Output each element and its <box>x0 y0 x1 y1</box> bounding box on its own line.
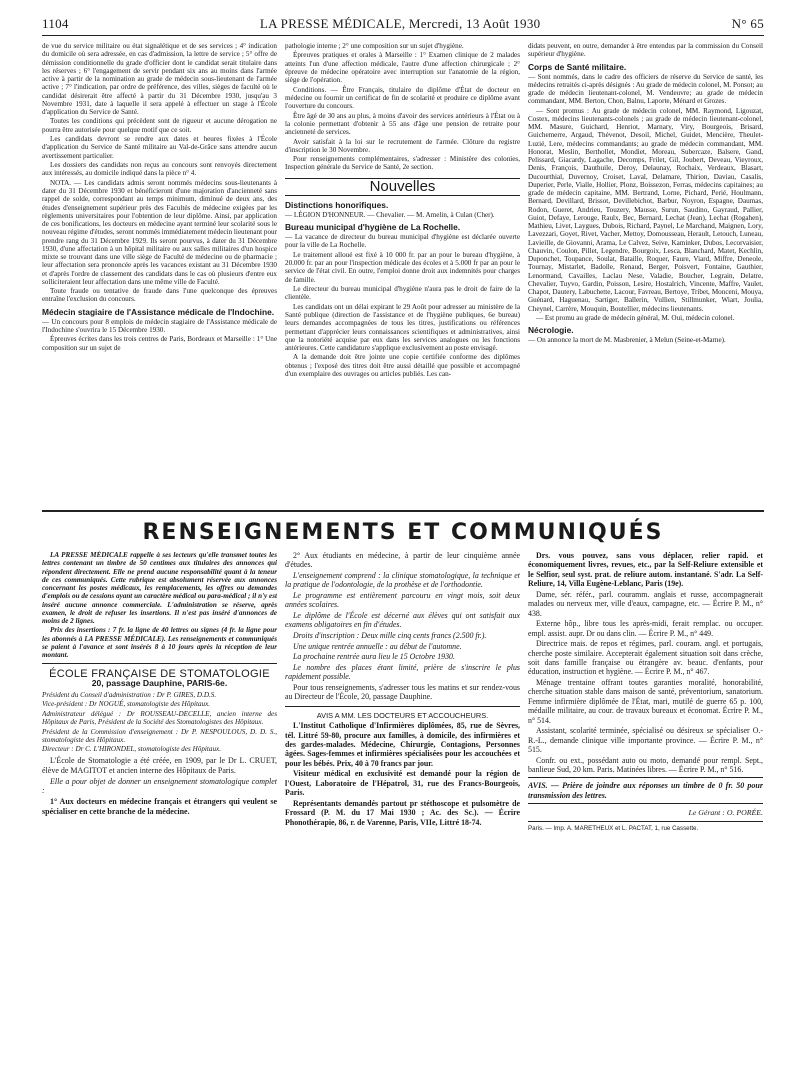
masthead <box>42 16 764 36</box>
paragraph: Épreuves écrites dans les trois centres de Paris, Bordeaux et Marseille : 1° Une composition sur un sujet de <box>42 335 277 352</box>
paragraph: de vue du service militaire ou état signalétique et de ses services ; 4° indication du domicile où sera adressée, en cas d'admission, la lettre de service ; 5° offre de démission conditionnelle du grade d'officier dont le candidat serait titulaire dans les réserves ; 6° l'engagement de servir pendant six ans au moins dans l'armée active à partir de la nomination au grade de médecin sous-lieutenant de l'armée active ; 7° l'indication, par ordre de préférence, des villes, sièges de faculté où le candidat désirerait être affecté à partir du 31 Décembre 1930, jusqu'au 3 Novembre 1931, date à laquelle il sera appelé à effectuer un stage à l'École d'application du Service de Santé. <box>42 42 277 116</box>
classified-ad: Visiteur médical en exclusivité est demandé pour la région de l'Ouest, Laboratoire de l'Hépatrol, 31, rue des Francs-Bourgeois, Paris. <box>285 769 520 798</box>
paragraph: pathologie interne ; 2° une composition sur un sujet d'hygiène. <box>285 42 464 50</box>
paragraph: — LÉGION D'HONNEUR. — Chevalier. — M. Amelin, à Culan (Cher). <box>285 210 495 219</box>
bottom-column-3 <box>528 551 763 1071</box>
paragraph: Être âgé de 30 ans au plus, à moins d'avoir des services antérieurs à l'État ou à la colonie permettant d'obtenir à 55 ans d'âge une pension de retraite pour ancienneté de services. <box>285 111 520 137</box>
paragraph: La prochaine rentrée aura lieu le 15 Octobre 1930. <box>293 652 455 662</box>
paragraph: — Sont promus : Au grade de médecin colonel, MM. Raymond, Ligouzat, Costex, médecins lieutenants-colonels ; au grade de médecin lieutenant-colonel, MM. Masure, Guichard, Henriot, Marnary, Viry, Bourgeois, Brisard, Guichemerre, Argaud, Thévenot, Desoil, Michel, Guidet, Mencière, Theulet-Luzié, Lere, médecins commandants; au grade de médecin commandant, MM. Honorat, Meslin, Berthollet, Mondiet, Moreau, Subercaze, Balsere, Gand, Pelissard, Giacardy, Lagache, Decomps, Frilet, Gil, Joubert, Deveau, Vieyroux, Denis, François, Dauthuile, Deroy, Delaunay, Rochaix, Verdeaux, Blasart, Ducourthial, Duvernoy, Croiset, Laval, Delamare, Thirion, Daviau, Casalis, Duperier, Perle, Vialle, Hollier, Plonz, Boissezon, Ferras, médecins capitaines; au grade de médecin capitaine, MM. Bertrand, Lorne, Pichard, Perié, Houlmann, Bernard, Devillard, Brissot, Devillebichot, Barbur, Noyron, Espagne, Daumas, Rodon, Gueret, Andrieu, Touzery, Mausse, Surun, Saudino, Gayraud, Pallier, Guiot, Defaye, Lerouge, Raulx, Bec, Bernard, Lechat (Jean), Lechat (Rogahen), Mathieu, Livet, Laygues, Dubois, Richard, Paynel, Le Marchand, Maignen, Lory, Lavezzari, Goyet, Rivet, Vacher, Mettoy, Domousseau, Herault, Letouch, Luneau, Lavieille, de Giovanni, Arama, Le Calvez, Seive, Kaminker, Dubos, Lecorvaisier, Chauvin, Coulon, Pillet, Legendre, Bourgoix, Lesca, Blanchard, Matet, Kechlin, Duponchet, Toupance, Soulat, Bataille, Roquer, Faure, Viard, Miffre, Deneole, Tournay, Mistarlet, Badolle, Renaud, Berger, Poisvert, Fontaine, Gauthier, Lenormand, Cavailles, Laclau Nese, Valadie, Boucher, Legrain, Delatre, Chevalier, Tuyvo, Gardin, Poisson, Lesire, Hostalrich, Vincente, Maffre, Vaulet, Chapot, Dautery, Labuchette, Lacour, Favreau, Bertoye, Tribet, Monceni, Mouya, Guénard, Haguenau, Sartiger, Ballerin, Vullien, Stillmunker, Wiart, Joulia, Cheynel, Carrère, Mouquin, Boutellier, médecins lieutenants. <box>528 106 763 313</box>
paragraph: Droits d'inscription : Deux mille cinq cents francs (2.500 fr.). <box>293 631 487 640</box>
paragraph: 1° Aux docteurs en médecine français et étrangers qui veulent se spécialiser en cette branche de la médecine. <box>42 797 277 816</box>
section-heading: Corps de Santé militaire. <box>528 61 627 72</box>
paragraph: Les candidats devront se rendre aux dates et heures fixées à l'École d'application du Service de Santé militaire au Val-de-Grâce sans attendre aucun avertissement particulier. <box>42 135 277 160</box>
paragraph: Épreuves pratiques et orales à Marseille : 1° Examen clinique de 2 malades atteints l'un d'une affection médicale, l'autre d'une affection chirurgicale ; 2° épreuve de médecine opératoire avec interruption sur l'anatomie de la région, siège de l'opération. <box>285 51 520 85</box>
bottom-columns <box>42 551 764 1071</box>
paragraph: Toute fraude ou tentative de fraude dans l'une quelconque des épreuves entraîne l'exclusion du concours. <box>42 287 277 304</box>
classified-ad: Confr. ou ext., possédant auto ou moto, demandé pour rempl. Sept., banlieue Sud, 20 km. Paris. Matinées libres. — Écrire P. M., n° 516. <box>528 755 763 775</box>
top-column-3 <box>528 42 763 504</box>
section-heading: Médecin stagiaire de l'Assistance médicale de l'Indochine. <box>42 306 275 317</box>
section-heading: Distinctions honorifiques. <box>285 199 389 210</box>
page-number: 1104 <box>42 16 69 31</box>
staff-line: Administrateur délégué : Dr ROUSSEAU-DECELLE, ancien interne des Hôpitaux de Paris, Président de la Société des Stomatologistes des Hôpitaux. <box>42 709 277 727</box>
classified-ad: L'Institut Catholique d'Infirmières diplômées, 85, rue de Sèvres, tél. Littré 59-80, procure aux familles, à domicile, des infirmières et des gardes-malades. Médecine, Chirurgie, Contagions, Personnes âgées. Sages-femmes et infirmières spécialisées pour les accouchées et pour les bébés. Prix, 40 à 70 francs par jour. <box>285 721 520 768</box>
paragraph: Le nombre des places étant limité, prière de s'inscrire le plus rapidement possible. <box>285 662 520 682</box>
classified-ad: Directrice mais. de repos et régimes, parl. couram. angl. et portugais, cherche poste similaire. Accepterait également situation soit dans crèche, soit dans famille française ou étrangère av. beauc. d'enfants, pour éducation, instruction et hygiène. — Écrire P. M., n° 467. <box>528 639 763 677</box>
top-column-1 <box>42 42 277 504</box>
bottom-column-2 <box>285 551 520 1071</box>
notice-paragraph: LA PRESSE MÉDICALE rappelle à ses lecteurs qu'elle transmet toutes les lettres contenant un timbre de 50 centimes aux titulaires des annonces qui répondent directement. Elle ne prend aucune responsabilité quant à la teneur de ces communiqués. Cette rubrique est absolument réservée aux annonces concernant les postes médicaux, les remplacements, les offres ou demandes d'emplois ou de cessions ayant un caractère médical ou para-médical ; il n'y est inséré aucune annonce commerciale. L'administration se réserve, après examen, le droit de refuser les insertions. Il n'est pas inséré d'annonces de moins de 2 lignes. <box>42 551 277 625</box>
nouvelles-heading: Nouvelles <box>285 178 520 196</box>
section-title: RENSEIGNEMENTS ET COMMUNIQUÉS <box>142 520 664 545</box>
bottom-column-1 <box>42 551 277 1071</box>
paragraph: A la demande doit être jointe une copie certifiée conforme des diplômes obtenus ; l'exposé des titres doit être aussi détaillé que possible et accompagné d'un exemplaire des ouvrages ou articles publiés. Les can- <box>285 353 520 378</box>
paragraph: Conditions. — Être Français, titulaire du diplôme d'État de docteur en médecine ou fournir un certificat de fin de scolarité et produire ce diplôme avant l'ouverture du concours. <box>285 85 520 111</box>
avis-heading: AVIS A MM. LES DOCTEURS ET ACCOUCHEURS. <box>316 710 489 720</box>
paragraph: Les dossiers des candidats non reçus au concours sont renvoyés directement aux intéressés, au domicile indiqué dans la pièce n° 4. <box>42 161 277 178</box>
manager-signature: Le Gérant : O. PORÉE. <box>688 808 763 818</box>
paragraph: NOTA. — Les candidats admis seront nommés médecins sous-lieutenants à dater du 31 Décembre 1930 et bénéficieront d'une majoration d'ancienneté sans rappel de solde, correspondant au temps minimum, diminué de deux ans, des études d'enseignement supérieur près des Facultés de médecine exigées par les règlements universitaires pour l'obtention de leur diplôme. Ainsi, par application de ces bonifications, les docteurs en médecine ayant terminé leur scolarité sous le nouveau régime d'études, seront nommés immédiatement médecin lieutenant pour prendre rang du 31 Décembre 1929. Ils seront pourvus, à dater du 31 Décembre 1930, d'une affectation à un hôpital militaire ou aux salles militaires d'un hospice mixte se trouvant dans une ville siège de Faculté de médecine ou de pharmacie ; leur affectation sera prononcée après les vacances existant au 31 Décembre 1930 et d'après l'ordre de classement des candidats dans le cas où plusieurs d'entre eux solliciteraient leur affectation dans une même ville de Faculté. <box>42 178 277 286</box>
avis-box: AVIS. — Prière de joindre aux réponses un timbre de 0 fr. 50 pour transmission des lettres. <box>528 777 763 804</box>
school-title: ÉCOLE FRANÇAISE DE STOMATOLOGIE <box>49 668 270 681</box>
divider <box>42 663 277 664</box>
pricing-paragraph: Prix des insertions : 7 fr. la ligne de 40 lettres ou signes (4 fr. la ligne pour les abonnés à LA PRESSE MÉDICALE). Les renseignements et communiqués se paient à l'avance et sont insérés 8 à 10 jours après la réception de leur montant. <box>42 626 277 660</box>
classified-ad: Externe hôp., libre tous les après-midi, ferait remplac. ou occuper. empl. assist. aupr. Dr ou dans clin. — Écrire P. M., n° 449. <box>528 619 763 638</box>
printer-line: Paris. — Imp. A. MARETHEUX et L. PACTAT, 1, rue Cassette. <box>528 821 763 833</box>
divider <box>285 706 520 707</box>
classified-ad: Ménage trentaine offrant toutes garanties moralité, honorabilité, cherche situation stable dans maison de santé, préventorium, sanatorium. Femme infirmière diplômée de l'État, mari, mutilé de guerre 65 p. 100, médaille militaire, au cour. de travaux bureaux et économat. Écrire P. M., n° 514. <box>528 678 763 725</box>
classified-ad: Assistant, scolarité terminée, spécialisé ou désireux se spécialiser O.-R.-L., demande clinique ville importante province. — Écrire P. M., n° 515. <box>528 726 763 755</box>
section-divider <box>42 510 764 512</box>
paragraph: — La vacance de directeur du bureau municipal d'hygiène est déclarée ouverte pour la ville de La Rochelle. <box>285 233 520 250</box>
paragraph: Elle a pour objet de donner un enseignement stomatologique complet : <box>42 776 277 796</box>
paragraph: 2° Aux étudiants en médecine, à partir de leur cinquième année d'études. <box>285 551 520 570</box>
section-heading: Bureau municipal d'hygiène de La Rochelle. <box>285 222 461 233</box>
staff-line: Vice-président : Dr NOGUÉ, stomatologiste des Hôpitaux. <box>42 700 211 709</box>
paragraph: didats peuvent, en outre, demander à être entendus par la commission du Conseil supérieur d'hygiène. <box>528 42 763 59</box>
paragraph: Le diplôme de l'École est décerné aux élèves qui ont satisfait aux examens obligatoires en fin d'études. <box>285 611 520 630</box>
journal-title: LA PRESSE MÉDICALE, Mercredi, 13 Août 1930 <box>259 16 541 31</box>
issue-number: N° 65 <box>731 16 764 31</box>
paragraph: Pour renseignements complémentaires, s'adresser : Ministère des colonies, Inspection générale du Service de Santé, 2e section. <box>285 155 520 172</box>
paragraph: Le traitement alloué est fixé à 10 000 fr. par an pour le bureau d'hygiène, à 20.000 fr. par an pour l'inspection médicale des écoles et à 5.000 fr par an pour le service de l'état civil. En outre, l'emploi donne droit aux indemnités pour charges de famille. <box>285 250 520 284</box>
classified-ad: Représentants demandés partout pr stéthoscope et pulsomètre de Frossard (P. M. du 17 Mai 1930 ; Ac. des Sc.). — Écrire Phonothérapie, 86, r. de Varenne, Paris, VIIe, Littré 18-74. <box>285 798 520 827</box>
paragraph: — Sont nommés, dans le cadre des officiers de réserve du Service de santé, les médecins retraités ci-après désignés : Au grade de médecin colonel, M. Ponsot; au grade de médecin lieutenant-colonel, M. Vendeuvre; au grade de médecin commandant, MM. Berton, Chon, Balnu, Laporte, Ménard et Grozes. <box>528 72 763 106</box>
paragraph: L'enseignement comprend : la clinique stomatologique, la technique et la pratique de l'odontologie, de la prothèse et de l'orthodontie. <box>285 571 520 590</box>
paragraph: Les candidats ont un délai expirant le 29 Août pour adresser au ministère de la Santé publique (direction de l'assistance et de l'hygiène publiques, 6e bureau) leurs demandes accompagnées de tous les titres, justifications ou références permettant d'apprécier leurs connaissances scientifiques et administratives, ainsi que la notoriété acquise par eux dans les services analogues ou les fonctions antérieures. Cette candidature s'applique exclusivement au poste envisagé. <box>285 302 520 352</box>
staff-line: Président du Conseil d'administration : Dr P. GIRES, D.D.S. <box>42 690 217 699</box>
paragraph: Avoir satisfait à la loi sur le recrutement de l'armée. Clôture du registre d'inscription le 30 Novembre. <box>285 137 520 154</box>
paragraph: — Est promu au grade de médecin général, M. Oui, médecin colonel. <box>536 314 735 323</box>
paragraph: Toutes les conditions qui précèdent sont de rigueur et aucune dérogation ne pourra être autorisée pour quelque motif que ce soit. <box>42 117 277 134</box>
paragraph: Le programme est entièrement parcouru en vingt mois, soit deux années scolaires. <box>285 591 520 610</box>
paragraph: — Un concours pour 8 emplois de médecin stagiaire de l'Assistance médicale de l'Indochine s'ouvrira le 15 Décembre 1930. <box>42 317 277 334</box>
top-columns <box>42 42 764 504</box>
top-column-2 <box>285 42 520 504</box>
paragraph: Pour tous renseignements, s'adresser tous les matins et sur rendez-vous au Directeur de l'École, 20, passage Dauphine. <box>285 682 520 702</box>
classified-ad: Dame, sér. référ., parl. couramm. anglais et russe, accompagnerait malades ou nerveux mer, ville d'eaux, campagne, etc. — Écrire P. M., n° 438. <box>528 589 763 618</box>
staff-line: Président de la Commission d'enseignement : Dr P. NESPOULOUS, D. D. S., stomatologiste des Hôpitaux. <box>42 727 277 744</box>
classified-ad: Drs. vous pouvez, sans vous déplacer, relier rapid. et économiquement livres, revues, etc., par la Self-Reliure extensible et le Selfior, seul syst. prat. de reliure autom. instantané. S'adr. La Self-Reliure, 14, Villa Eugène-Leblanc, Paris (19e). <box>528 551 763 589</box>
paragraph: — On annonce la mort de M. Masbrenier, à Melun (Seine-et-Marne). <box>528 336 726 345</box>
section-heading: Nécrologie. <box>528 325 574 336</box>
staff-line: Directeur : Dr C. L'HIRONDEL, stomatologiste des Hôpitaux. <box>42 745 221 754</box>
school-address: 20, passage Dauphine, PARIS-6e. <box>91 677 228 688</box>
paragraph: Une unique rentrée annuelle : au début de l'automne. <box>293 641 462 651</box>
paragraph: L'École de Stomatologie a été créée, en 1909, par le Dr L. CRUET, élève de MAGITOT et ancien interne des Hôpitaux de Paris. <box>42 756 277 776</box>
paragraph: Le directeur du bureau municipal d'hygiène n'aura pas le droit de faire de la clientèle. <box>285 285 520 302</box>
